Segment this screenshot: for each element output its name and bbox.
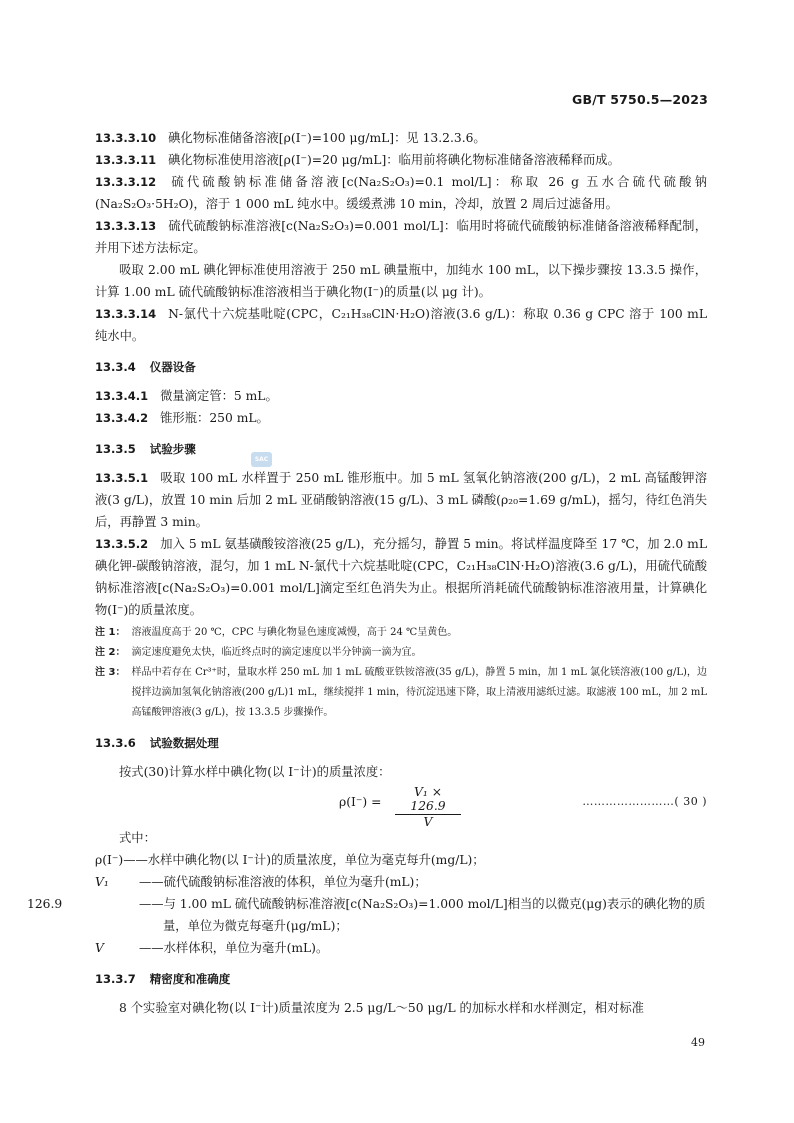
definition-v1 (95, 871, 707, 893)
clause-13-3-7-text: 8 个实验室对碘化物(以 I⁻计)质量浓度为 2.5 μg/L～50 μg/L 的加标水样和水样测定，相对标准 (119, 1001, 644, 1015)
clause-number: 13.3.3.14 (95, 307, 157, 321)
formula-30 (95, 785, 707, 829)
clause-number: 13.3.3.11 (95, 153, 157, 167)
clause-13-3-4-2 (95, 407, 707, 429)
clause-text: 加入 5 mL 氨基磺酸铵溶液(25 g/L)，充分摇匀，静置 5 min。将试样温度降至 17 ℃，加 2.0 mL 碘化钾-碳酸钠溶液，混匀，加 1 mL N-氯代十六烷基吡啶(CPC，C₂₁H₃₈ClN·H₂O)溶液(3.6 g/L)，用硫代硫酸钠标准溶液[c(Na₂S₂O₃)=0.001 mol/L]滴定至红色消失为止。根据所消耗硫代硫酸钠标准溶液用量，计算碘化物(I⁻)的质量浓度。 (95, 537, 707, 617)
definition-symbol: ρ(I⁻) (95, 853, 124, 867)
where-label: 式中： (119, 831, 156, 845)
definition-text: ——水样中碘化物(以 I⁻计)的质量浓度，单位为毫克每升(mg/L)； (123, 853, 485, 867)
note-text: 溶液温度高于 20 ℃，CPC 与碘化物显色速度减慢，高于 24 ℃呈黄色。 (131, 627, 458, 638)
clause-13-3-3-14 (95, 303, 707, 347)
note-3 (95, 663, 707, 723)
section-title: 试验数据处理 (149, 736, 219, 750)
note-label: 注 2： (95, 647, 126, 658)
clause-number: 13.3.4.2 (95, 411, 149, 425)
definition-text: ——与 1.00 mL 硫代硫酸钠标准溶液[c(Na₂S₂O₃)=1.000 mol/L]相当的以微克(μg)表示的碘化物的质量，单位为微克每毫升(μg/mL)； (139, 897, 706, 933)
section-title: 精密度和准确度 (149, 972, 231, 986)
note-text: 样品中若存在 Cr³⁺时，量取水样 250 mL 加 1 mL 硫酸亚铁铵溶液(35 g/L)，静置 5 min，加 1 mL 氯化镁溶液(100 g/L)，边搅拌边滴加氢氧化钠溶液(200 g/L)1 mL，继续搅拌 1 min，待沉淀迅速下降，取上清液用滤纸过滤。取滤液 100 mL，加 2 mL 高锰酸钾溶液(3 g/L)，按 13.3.5 步骤操作。 (131, 667, 707, 718)
clause-13-3-3-10 (95, 127, 707, 149)
clause-text: N-氯代十六烷基吡啶(CPC，C₂₁H₃₈ClN·H₂O)溶液(3.6 g/L)：称取 0.36 g CPC 溶于 100 mL 纯水中。 (95, 307, 707, 343)
watermark-logo: SAC (251, 452, 272, 467)
clause-number: 13.3.4.1 (95, 389, 149, 403)
clause-13-3-3-13 (95, 215, 707, 259)
section-title: 试验步骤 (149, 442, 196, 456)
clause-13-3-5-1 (95, 467, 707, 533)
section-heading-13-3-6 (95, 733, 707, 753)
section-number: 13.3.6 (95, 736, 136, 750)
clause-number: 13.3.3.10 (95, 131, 157, 145)
section-number: 13.3.7 (95, 972, 136, 986)
definition-rho (95, 849, 707, 871)
formula-numerator: V₁ × 126.9 (395, 785, 461, 815)
section-number: 13.3.4 (95, 360, 136, 374)
clause-text: 吸取 100 mL 水样置于 250 mL 锥形瓶中。加 5 mL 氢氧化钠溶液(200 g/L)，2 mL 高锰酸钾溶液(3 g/L)，放置 10 min 后加 2 mL 亚硝酸钠溶液(15 g/L)、3 mL 磷酸(ρ₂₀=1.69 g/mL)，摇匀，待红色消失后，再静置 3 min。 (95, 471, 707, 529)
clause-13-3-3-12 (95, 171, 707, 215)
standard-code: GB/T 5750.5—2023 (572, 92, 708, 107)
clause-text: 硫代硫酸钠标准溶液[c(Na₂S₂O₃)=0.001 mol/L]：临用时将硫代硫酸钠标准储备溶液稀释配制，并用下述方法标定。 (95, 219, 707, 255)
section-heading-13-3-4 (95, 357, 707, 377)
definition-v (95, 937, 707, 959)
section-number: 13.3.5 (95, 442, 136, 456)
page-number: 49 (691, 1036, 705, 1049)
note-2 (95, 643, 707, 663)
clause-13-3-3-11 (95, 149, 707, 171)
clause-text: 锥形瓶：250 mL。 (160, 411, 269, 425)
formula-denominator: V (423, 815, 433, 829)
formula-lhs: ρ(I⁻) = (339, 795, 382, 809)
note-1 (95, 623, 707, 643)
clause-13-3-3-13-paragraph: 吸取 2.00 mL 碘化钾标准使用溶液于 250 mL 碘量瓶中，加纯水 100 mL，以下操步骤按 13.3.5 操作，计算 1.00 mL 硫代硫酸钠标准溶液相当于碘化物(I⁻)的质量(以 μg 计)。 (95, 263, 707, 299)
clause-13-3-5-2 (95, 533, 707, 621)
definition-126-9 (27, 893, 707, 937)
note-label: 注 1： (95, 627, 126, 638)
clause-number: 13.3.5.2 (95, 537, 149, 551)
note-text: 滴定速度避免太快，临近终点时的滴定速度以半分钟滴一滴为宜。 (131, 647, 422, 658)
clause-text: 硫代硫酸钠标准储备溶液[c(Na₂S₂O₃)=0.1 mol/L]：称取 26 g 五水合硫代硫酸钠(Na₂S₂O₃·5H₂O)，溶于 1 000 mL 纯水中。缓缓煮沸 10 min，冷却，放置 2 周后过滤备用。 (95, 175, 707, 211)
clause-number: 13.3.3.12 (95, 175, 157, 189)
formula-number: ……………………( 30 ) (582, 795, 707, 808)
clause-text: 碘化物标准使用溶液[ρ(I⁻)=20 μg/mL]：临用前将碘化物标准储备溶液稀释而成。 (168, 153, 620, 167)
note-label: 注 3： (95, 667, 126, 678)
notes-list (95, 623, 707, 723)
definition-text: ——硫代硫酸钠标准溶液的体积，单位为毫升(mL)； (139, 875, 427, 889)
formula-intro: 按式(30)计算水样中碘化物(以 I⁻计)的质量浓度： (119, 765, 391, 779)
document-body (27, 127, 707, 1019)
clause-number: 13.3.5.1 (95, 471, 149, 485)
section-title: 仪器设备 (149, 360, 196, 374)
section-heading-13-3-5 (95, 439, 707, 459)
section-heading-13-3-7 (95, 969, 707, 989)
definition-symbol: V₁ (95, 875, 109, 889)
definition-text: ——水样体积，单位为毫升(mL)。 (139, 941, 329, 955)
definition-symbol: 126.9 (27, 897, 63, 911)
clause-text: 碘化物标准储备溶液[ρ(I⁻)=100 μg/mL]：见 13.2.3.6。 (168, 131, 486, 145)
formula-fraction (395, 785, 461, 829)
clause-text: 微量滴定管：5 mL。 (160, 389, 278, 403)
clause-number: 13.3.3.13 (95, 219, 157, 233)
definition-symbol: V (95, 941, 104, 955)
clause-13-3-4-1 (95, 385, 707, 407)
